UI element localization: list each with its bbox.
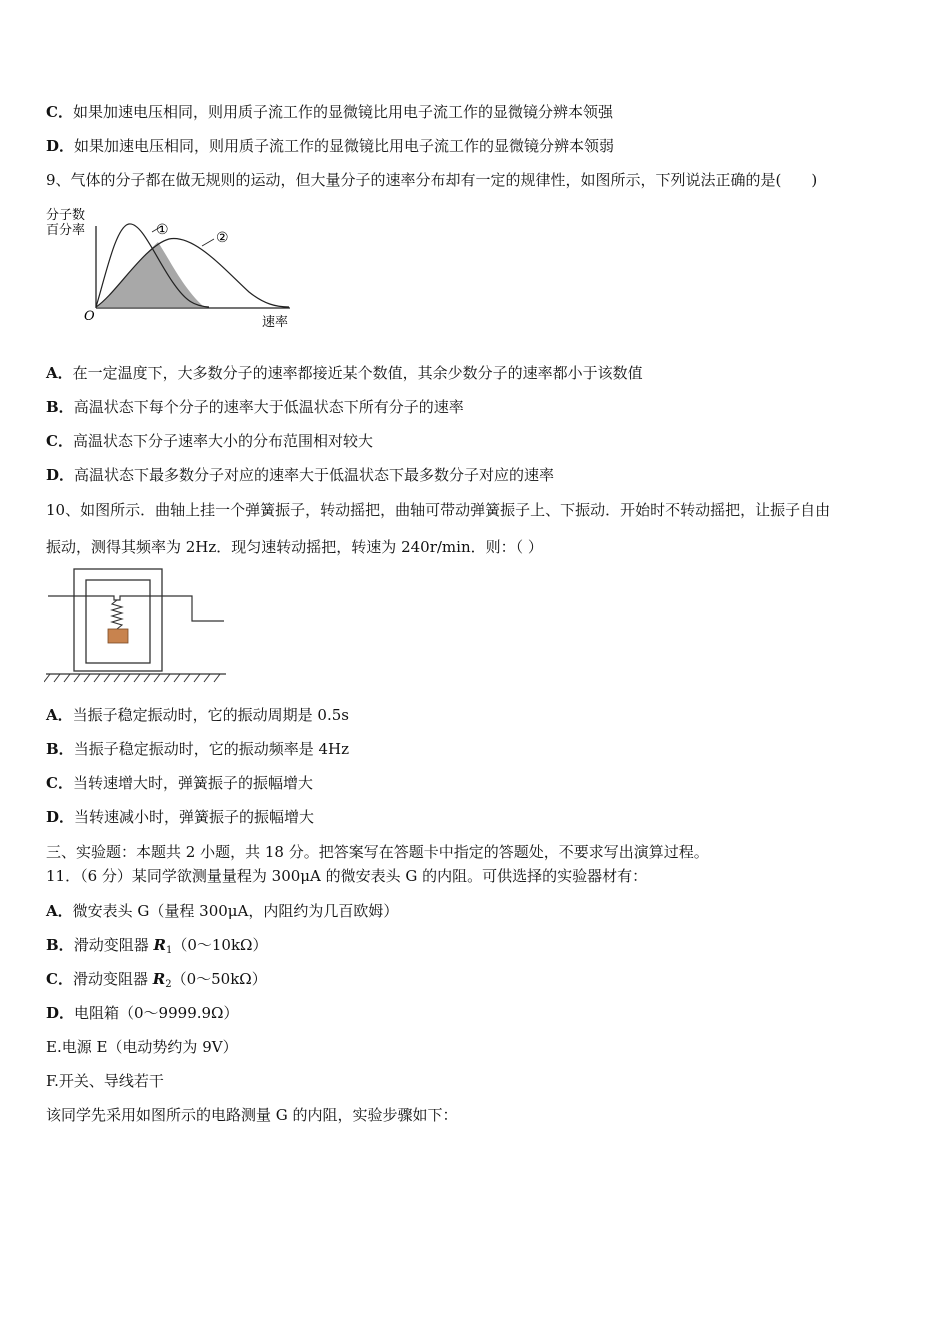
q10-stem-line1: 10、如图所示．曲轴上挂一个弹簧振子，转动摇把，曲轴可带动弹簧振子上、下振动．开始时不转动摇把，让振子自由 bbox=[46, 501, 831, 519]
option-letter: C． bbox=[46, 774, 73, 792]
y-axis-label-line1: 分子数 bbox=[46, 208, 86, 223]
q11-option-a bbox=[46, 901, 398, 921]
ground-hatching bbox=[44, 674, 220, 682]
q11-closing: 该同学先采用如图所示的电路测量 G 的内阻，实验步骤如下： bbox=[46, 1106, 458, 1124]
y-axis-label-line2: 百分率 bbox=[46, 223, 86, 238]
option-text: 如果加速电压相同，则用质子流工作的显微镜比用电子流工作的显微镜分辨本领弱 bbox=[74, 137, 615, 155]
option-letter: D． bbox=[46, 808, 75, 826]
option-text: 高温状态下每个分子的速率大于低温状态下所有分子的速率 bbox=[73, 398, 464, 416]
q10-stem-line2: 振动，测得其频率为 2Hz．现匀速转动摇把，转速为 240r/min．则：（ ） bbox=[46, 538, 543, 556]
q9-option-d bbox=[46, 465, 554, 485]
speed-distribution-figure bbox=[44, 204, 304, 332]
q9-stem: 9、气体的分子都在做无规则的运动，但大量分子的速率分布却有一定的规律性，如图所示，下列说法正确的是( ) bbox=[46, 171, 818, 189]
option-text: 当振子稳定振动时，它的振动频率是 4Hz bbox=[73, 740, 349, 758]
resistor-symbol: R bbox=[152, 970, 166, 988]
q11-stem: 11．（6 分）某同学欲测量量程为 300μA 的微安表头 G 的内阻。可供选择的实验器材有： bbox=[46, 867, 648, 885]
option-text: 在一定温度下，大多数分子的速率都接近某个数值，其余少数分子的速率都小于该数值 bbox=[72, 364, 643, 382]
option-text: 电阻箱（0～9999.9Ω） bbox=[74, 1004, 239, 1022]
resistor-subscript: 2 bbox=[165, 979, 172, 990]
resistor-subscript: 1 bbox=[165, 945, 173, 956]
option-range: （0～50kΩ） bbox=[171, 970, 267, 988]
option-text: 当转速增大时，弹簧振子的振幅增大 bbox=[72, 774, 313, 792]
mass-block bbox=[108, 629, 128, 643]
q11-option-e: E.电源 E（电动势约为 9V） bbox=[46, 1038, 238, 1056]
curve-2-label: ② bbox=[216, 230, 229, 246]
q11-option-d bbox=[46, 1003, 238, 1023]
q8-option-c bbox=[46, 102, 613, 122]
q10-option-b bbox=[46, 739, 349, 759]
q10-option-a bbox=[46, 705, 349, 725]
curve-2-leader bbox=[202, 239, 214, 246]
x-axis-label: 速率 bbox=[262, 315, 289, 330]
q9-option-b bbox=[46, 397, 464, 417]
option-letter: A． bbox=[46, 706, 73, 724]
option-letter: D． bbox=[46, 1004, 75, 1022]
q11-option-b bbox=[46, 935, 267, 961]
q9-option-c bbox=[46, 431, 373, 451]
section-heading: 三、实验题：本题共 2 小题，共 18 分。把答案写在答题卡中指定的答题处，不要求写出演算过程。 bbox=[46, 843, 709, 861]
option-range: （0～10kΩ） bbox=[172, 936, 268, 954]
option-text: 滑动变阻器 bbox=[72, 970, 153, 988]
spring bbox=[112, 600, 122, 629]
q11-option-c bbox=[46, 969, 267, 995]
q10-option-d bbox=[46, 807, 314, 827]
option-letter: C． bbox=[46, 103, 73, 121]
option-text: 如果加速电压相同，则用质子流工作的显微镜比用电子流工作的显微镜分辨本领强 bbox=[72, 103, 613, 121]
option-letter: D． bbox=[46, 466, 75, 484]
option-letter: C． bbox=[46, 432, 73, 450]
option-letter: A． bbox=[46, 364, 73, 382]
option-letter: B． bbox=[46, 936, 74, 954]
option-letter: C． bbox=[46, 970, 73, 988]
option-text: 高温状态下最多数分子对应的速率大于低温状态下最多数分子对应的速率 bbox=[74, 466, 555, 484]
option-text: 微安表头 G（量程 300μA，内阻约为几百欧姆） bbox=[72, 902, 399, 920]
curve-1-label: ① bbox=[156, 222, 169, 238]
origin-label: O bbox=[84, 309, 95, 324]
inner-frame bbox=[86, 580, 150, 663]
option-text: 当转速减小时，弹簧振子的振幅增大 bbox=[74, 808, 315, 826]
spring-oscillator-figure bbox=[44, 566, 234, 688]
q8-option-d bbox=[46, 136, 614, 156]
option-letter: B． bbox=[46, 398, 74, 416]
option-letter: B． bbox=[46, 740, 74, 758]
q11-option-f: F.开关、导线若干 bbox=[46, 1072, 164, 1090]
option-letter: A． bbox=[46, 902, 73, 920]
q10-option-c bbox=[46, 773, 313, 793]
option-text: 高温状态下分子速率大小的分布范围相对较大 bbox=[72, 432, 373, 450]
option-text: 当振子稳定振动时，它的振动周期是 0.5s bbox=[72, 706, 349, 724]
option-letter: D． bbox=[46, 137, 75, 155]
option-text: 滑动变阻器 bbox=[73, 936, 154, 954]
q9-option-a bbox=[46, 363, 643, 383]
resistor-symbol: R bbox=[153, 936, 166, 954]
